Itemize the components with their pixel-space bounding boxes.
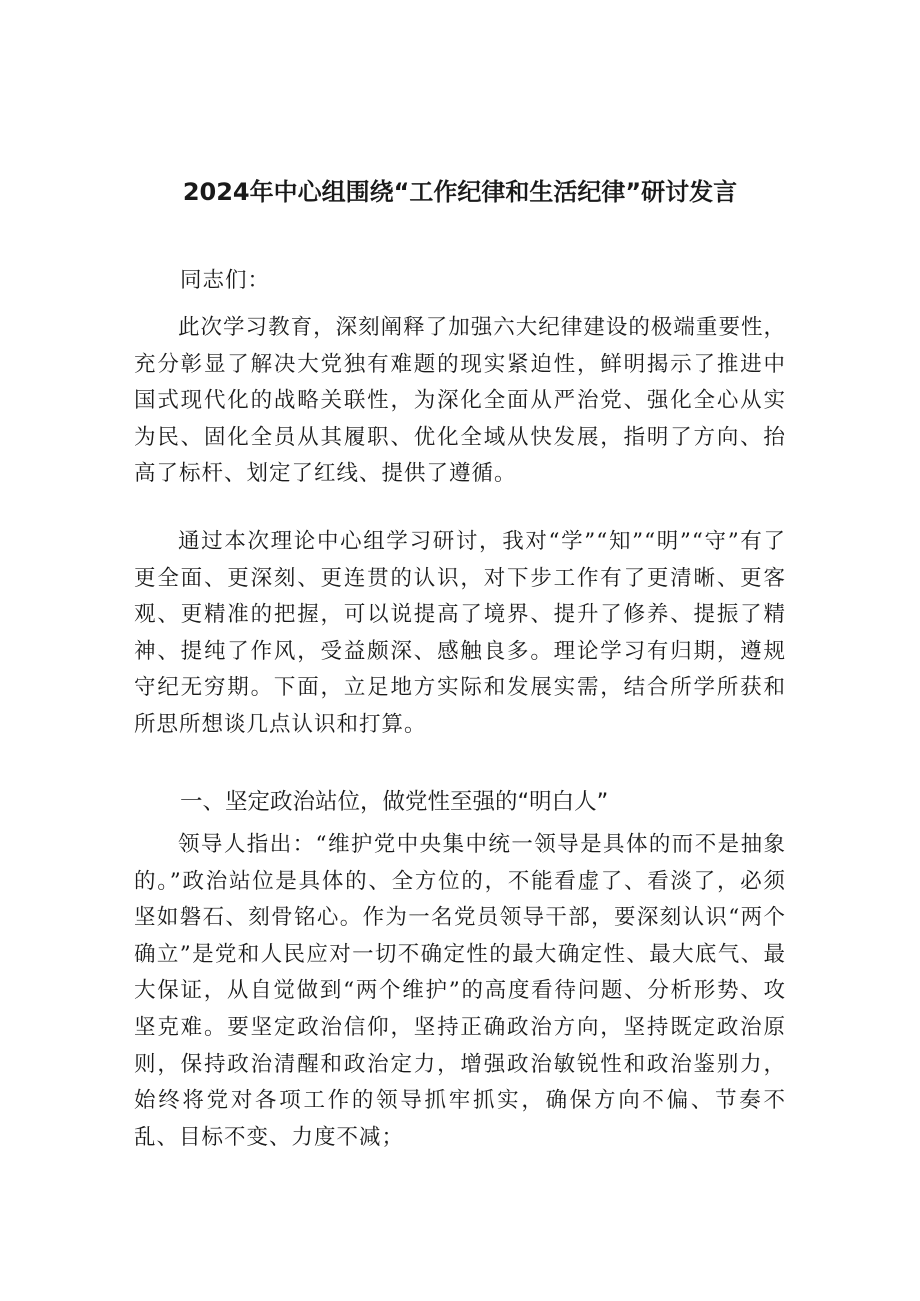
- section-heading: 一、坚定政治站位，做党性至强的“明白人”: [180, 789, 609, 815]
- document-title: 2024年中心组围绕“工作纪律和生活纪律”研讨发言: [182, 178, 738, 206]
- salutation: 同志们：: [180, 268, 271, 293]
- paragraph-section-one: 领导人指出：“维护党中央集中统一领导是具体的而不是抽象的。”政治站位是具体的、全方位的，不能看虚了、看淡了，必须坚如磐石、刻骨铭心。作为一名党员领导干部，要深刻认识“两个确立”是党和人民应对一切不确定性的最大确定性、最大底气、最大保证，从自觉做到“两个维护”的高度看待问题、分析形势、攻坚克难。要坚定政治信仰，坚持正确政治方向，坚持既定政治原则，保持政治清醒和政治定力，增强政治敏锐性和政治鉴别力，始终将党对各项工作的领导抓牢抓实，确保方向不偏、节奏不乱、目标不变、力度不减；: [134, 832, 786, 1150]
- paragraph-study: 通过本次理论中心组学习研讨，我对“学”“知”“明”“守”有了更全面、更深刻、更连贯的认识，对下步工作有了更清晰、更客观、更精准的把握，可以说提高了境界、提升了修养、提振了精神、提纯了作风，受益颇深、感触良多。理论学习有归期，遵规守纪无穷期。下面，立足地方实际和发展实需，结合所学所获和所思所想谈几点认识和打算。: [134, 529, 786, 737]
- paragraph-intro: 此次学习教育，深刻阐释了加强六大纪律建设的极端重要性，充分彰显了解决大党独有难题的现实紧迫性，鲜明揭示了推进中国式现代化的战略关联性，为深化全面从严治党、强化全心从实为民、固化全员从其履职、优化全域从快发展，指明了方向、抬高了标杆、划定了红线、提供了遵循。: [134, 315, 786, 487]
